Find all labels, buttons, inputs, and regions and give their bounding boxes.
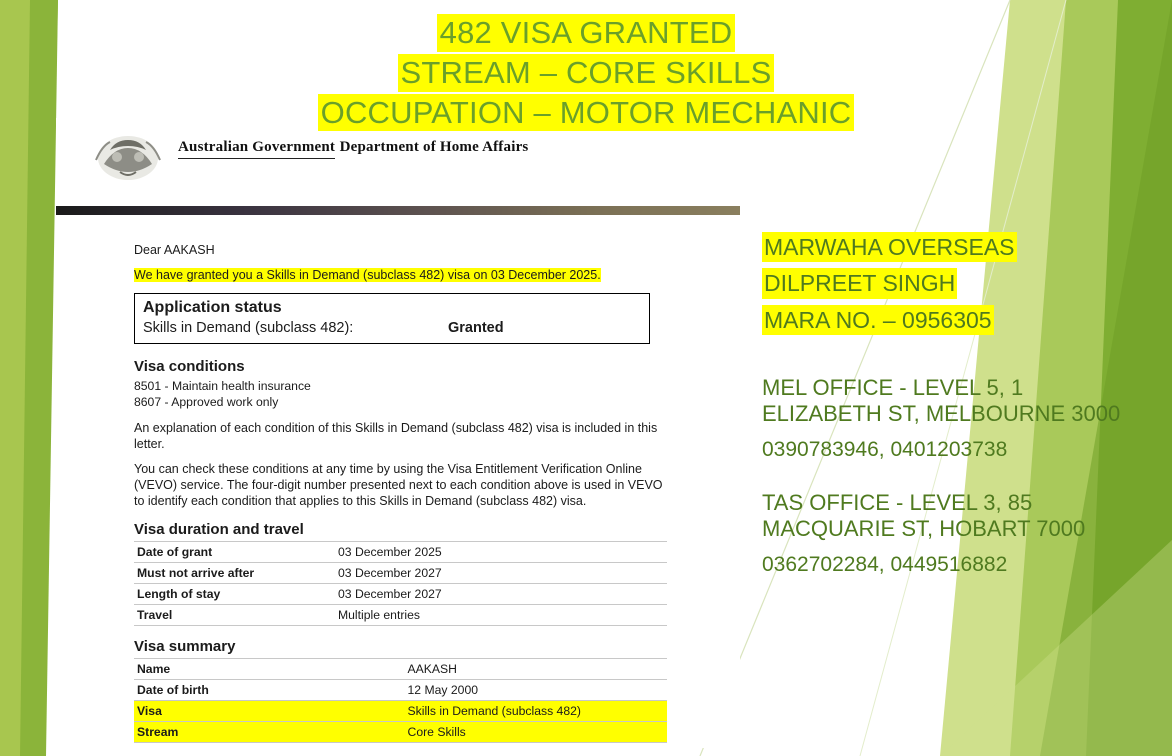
tas-office-phones: 0362702284, 0449516882 — [762, 553, 1008, 577]
table-row — [134, 701, 667, 722]
letter-body — [134, 242, 669, 743]
agent-mara-number: MARA NO. – 0956305 — [762, 305, 994, 335]
visa-duration-heading: Visa duration and travel — [134, 521, 304, 539]
visa-conditions-heading: Visa conditions — [134, 358, 245, 375]
agent-person: DILPREET SINGH — [762, 268, 957, 298]
application-status-title: Application status — [143, 299, 282, 316]
table-row — [134, 722, 667, 743]
visa-summary-heading: Visa summary — [134, 638, 236, 656]
visa-grant-letter — [56, 118, 740, 748]
duration-key-2: Length of stay — [134, 584, 335, 605]
visa-duration-table — [134, 541, 667, 626]
heading-line-2: STREAM – CORE SKILLS — [398, 54, 775, 92]
summary-value-3: Core Skills — [405, 722, 667, 743]
duration-value-3: Multiple entries — [335, 605, 667, 626]
condition-item-2: 8607 - Approved work only — [134, 395, 279, 410]
gov-line-1: Australian Government — [178, 139, 335, 159]
summary-value-0: AAKASH — [405, 659, 667, 680]
agent-company: MARWAHA OVERSEAS — [762, 232, 1017, 262]
duration-value-0: 03 December 2025 — [335, 542, 667, 563]
grant-sentence — [134, 267, 669, 283]
header-divider-bar — [56, 206, 740, 215]
salutation: Dear AAKASH — [134, 243, 215, 257]
table-row — [134, 563, 667, 584]
condition-item-1: 8501 - Maintain health insurance — [134, 379, 311, 393]
mel-office-phones: 0390783946, 0401203738 — [762, 437, 1008, 461]
duration-key-3: Travel — [134, 605, 335, 626]
visa-summary-table — [134, 658, 667, 743]
duration-key-0: Date of grant — [134, 542, 335, 563]
heading-line-1: 482 VISA GRANTED — [437, 14, 736, 52]
summary-value-1: 12 May 2000 — [405, 680, 667, 701]
australian-coat-of-arms-icon — [90, 130, 166, 184]
summary-value-2: Skills in Demand (subclass 482) — [405, 701, 667, 722]
application-status-label: Skills in Demand (subclass 482): — [143, 320, 354, 336]
duration-value-1: 03 December 2027 — [335, 563, 667, 584]
table-row — [134, 542, 667, 563]
agent-contact-panel — [762, 232, 1132, 577]
slide-heading — [0, 14, 1172, 133]
summary-key-1: Date of birth — [134, 680, 405, 701]
summary-key-3: Stream — [134, 722, 405, 743]
table-row — [134, 659, 667, 680]
duration-key-1: Must not arrive after — [134, 563, 335, 584]
gov-line-2: Department of Home Affairs — [339, 139, 529, 155]
summary-key-2: Visa — [134, 701, 405, 722]
conditions-paragraph-2: You can check these conditions at any time by using the Visa Entitlement Verification Online (VEVO) service. The four-digit number presented next to each condition above is used in VEVO to identify each condition that applies to this Skills in Demand (subclass 482) visa. — [134, 462, 663, 509]
mel-office-address: MEL OFFICE - LEVEL 5, 1 ELIZABETH ST, MELBOURNE 3000 — [762, 375, 1121, 427]
grant-sentence-highlight: We have granted you a Skills in Demand (subclass 482) visa on 03 December 2025. — [134, 268, 601, 282]
application-status-box — [134, 293, 650, 344]
table-row — [134, 584, 667, 605]
heading-line-3: OCCUPATION – MOTOR MECHANIC — [318, 94, 855, 132]
duration-value-2: 03 December 2027 — [335, 584, 667, 605]
table-row — [134, 680, 667, 701]
table-row — [134, 605, 667, 626]
government-wordmark — [178, 130, 528, 159]
tas-office-address: TAS OFFICE - LEVEL 3, 85 MACQUARIE ST, HOBART 7000 — [762, 490, 1086, 542]
conditions-paragraph-1: An explanation of each condition of this Skills in Demand (subclass 482) visa is included in this letter. — [134, 421, 658, 452]
application-status-value: Granted — [448, 320, 504, 336]
summary-key-0: Name — [134, 659, 405, 680]
